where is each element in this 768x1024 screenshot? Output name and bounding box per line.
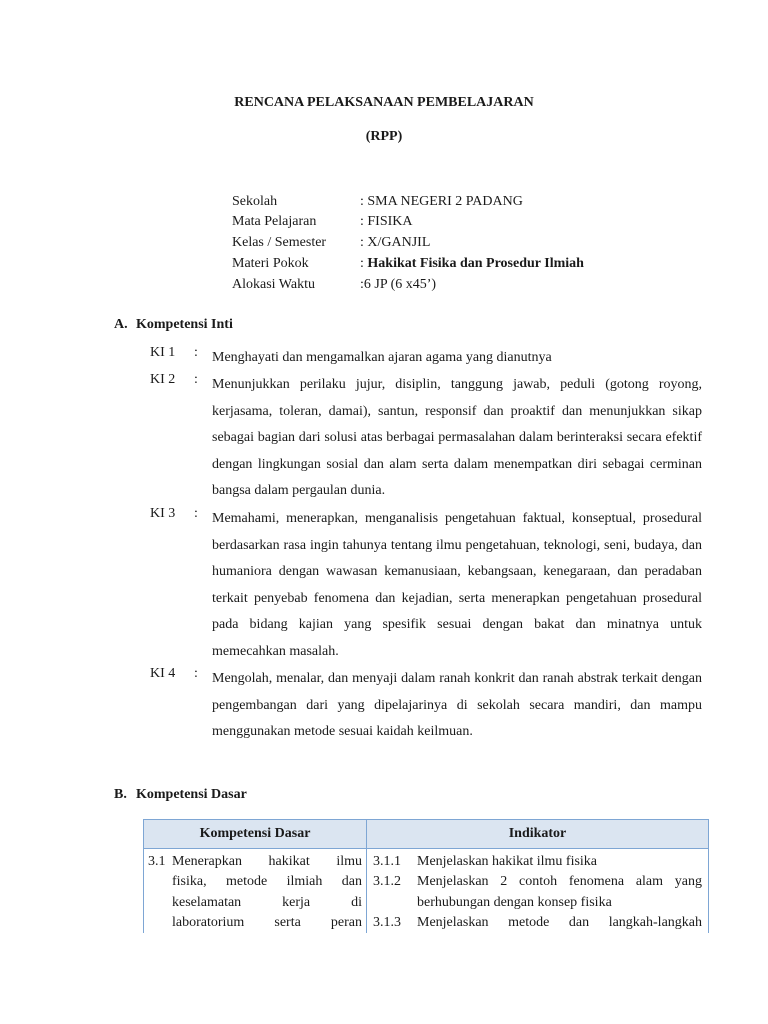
kompetensi-dasar-table: [143, 819, 709, 933]
kd-line: [148, 852, 362, 872]
ki-colon: :: [194, 666, 198, 681]
ki-item-4: [150, 666, 702, 746]
identity-topic-value: Hakikat Fisika dan Prosedur Ilmiah: [367, 256, 584, 271]
indikator-number-spacer: [373, 893, 417, 913]
identity-value: : SMA NEGERI 2 PADANG: [360, 194, 523, 209]
identity-value: :6 JP (6 x45’): [360, 277, 437, 292]
indikator-item: [373, 913, 702, 933]
kd-cell: [144, 849, 367, 934]
identity-label: Mata Pelajaran: [232, 214, 317, 229]
kd-number: 3.1: [148, 854, 166, 869]
indikator-item: [373, 852, 702, 872]
table-header-kd: Kompetensi Dasar: [144, 820, 367, 849]
indikator-item-continued: [373, 893, 702, 913]
indikator-item: [373, 872, 702, 892]
indikator-number: 3.1.1: [373, 854, 401, 869]
kd-text-line: keselamatan kerja di: [172, 894, 362, 910]
ki-code: KI 3: [150, 506, 176, 521]
document-subtitle: (RPP): [365, 129, 403, 144]
kd-first-line-wrap: [148, 852, 362, 872]
section-b-heading: [114, 787, 247, 803]
ki-item-3: [150, 506, 702, 666]
ki-text: Menunjukkan perilaku jujur, disiplin, tanggung jawab, peduli (gotong royong, kerjasama, toleran, damai), santun, responsif dan proaktif dan menunjukkan sikap sebagai bagian dari solusi atas berbagai permasalahan dalam berinteraksi secara efektif dengan lingkungan sosial dan alam serta dalam menempatkan diri sebagai cerminan bangsa dalam pergaulan dunia.: [212, 377, 702, 499]
identity-value: [360, 256, 584, 272]
identity-value: : FISIKA: [360, 214, 413, 229]
kd-text-line: laboratorium serta peran: [172, 914, 362, 930]
ki-item-1: [150, 345, 702, 372]
kd-line: [148, 913, 362, 933]
ki-text: Menghayati dan mengamalkan ajaran agama yang dianutnya: [212, 350, 552, 365]
ki-text: Mengolah, menalar, dan menyaji dalam ranah konkrit dan ranah abstrak terkait dengan pengembangan dari yang dipelajarinya di sekolah secara mandiri, dan mampu menggunakan metode sesuai kaidah keilmuan.: [212, 671, 702, 740]
identity-label: Materi Pokok: [232, 256, 309, 271]
table-header-row: [144, 820, 709, 849]
indikator-text: berhubungan dengan konsep fisika: [417, 894, 612, 910]
ki-code: KI 2: [150, 372, 176, 387]
identity-value: : X/GANJIL: [360, 235, 431, 250]
identity-colon: :: [360, 256, 368, 271]
identity-label: Alokasi Waktu: [232, 277, 315, 292]
ki-item-2: [150, 372, 702, 505]
indikator-text: Menjelaskan 2 contoh fenomena alam yang: [417, 874, 702, 890]
ki-code: KI 4: [150, 666, 176, 681]
indikator-text: Menjelaskan metode dan langkah-langkah: [417, 914, 702, 930]
indikator-number: 3.1.3: [373, 914, 401, 930]
ki-text: Memahami, menerapkan, menganalisis pengetahuan faktual, konseptual, prosedural berdasarkan rasa ingin tahunya tentang ilmu pengetahuan, teknologi, seni, budaya, dan humaniora dengan wawasan kemanusiaan, kebangsaan, kenegaraan, dan peradaban terkait penyebab fenomena dan kejadian, serta menerapkan pengetahuan prosedural pada bidang kajian yang spesifik sesuai dengan bakat dan minatnya untuk memecahkan masalah.: [212, 511, 702, 659]
section-letter: B.: [114, 787, 127, 802]
section-title: Kompetensi Inti: [136, 317, 233, 332]
identity-label: Sekolah: [232, 194, 278, 209]
section-letter: A.: [114, 317, 128, 332]
indikator-text: Menjelaskan hakikat ilmu fisika: [417, 854, 598, 869]
document-title: RENCANA PELAKSANAAN PEMBELAJARAN: [234, 95, 534, 110]
kd-line: [148, 872, 362, 892]
ki-colon: :: [194, 506, 198, 521]
indikator-cell: [367, 849, 709, 934]
ki-colon: :: [194, 345, 198, 360]
indikator-number: 3.1.2: [373, 874, 401, 890]
kd-text-line: fisika, metode ilmiah dan: [172, 874, 362, 890]
kd-text-line: Menerapkan hakikat ilmu: [172, 854, 362, 869]
ki-code: KI 1: [150, 345, 176, 360]
section-title: Kompetensi Dasar: [136, 787, 247, 802]
table-header-indikator: Indikator: [367, 820, 709, 849]
kd-line: [148, 893, 362, 913]
table-row: [144, 849, 709, 934]
identity-label: Kelas / Semester: [232, 235, 327, 250]
ki-colon: :: [194, 372, 198, 387]
section-a-heading: [114, 317, 233, 333]
